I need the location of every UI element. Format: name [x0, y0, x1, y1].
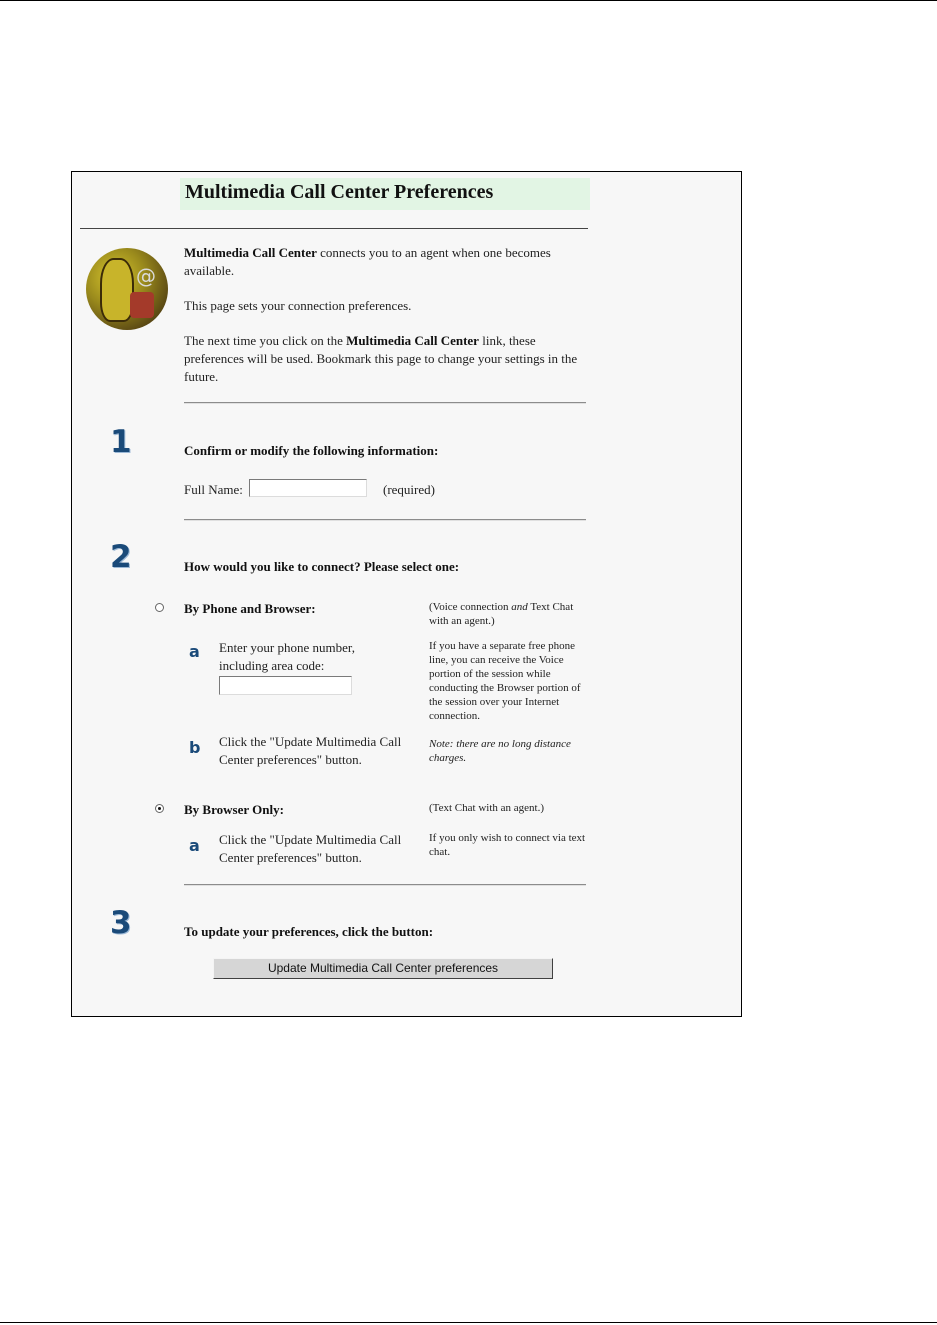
step-3-heading: To update your preferences, click the button: [184, 924, 434, 939]
phone-and-browser-note: (Voice connection and Text Chat with an agent.) [429, 601, 574, 627]
page-bottom-rule [0, 1322, 937, 1323]
substep-a-letter: a [189, 836, 200, 855]
step-2-heading: How would you like to connect? Please select one: [184, 559, 460, 574]
substep-b-letter: b [189, 738, 201, 757]
substep-a-letter: a [189, 642, 200, 661]
browser-only-radio[interactable] [155, 804, 164, 813]
long-distance-note: Note: there are no long distance charges. [429, 738, 571, 764]
call-center-logo-icon: @ [86, 248, 168, 330]
page-top-rule [0, 0, 937, 1]
step-1-number: 1 [110, 424, 132, 460]
browser-click-update-instructions: Click the "Update Multimedia Call Center preferences" button. [219, 832, 402, 865]
phone-line-note: If you have a separate free phone line, you can receive the Voice portion of the session while conducting the Browser portion of the session over your Internet connection. [429, 640, 581, 722]
step-3-number: 3 [110, 905, 132, 941]
phone-and-browser-radio[interactable] [155, 603, 164, 612]
click-update-instructions: Click the "Update Multimedia Call Center preferences" button. [219, 734, 402, 767]
required-hint: (required) [383, 482, 435, 497]
title-divider [80, 228, 588, 229]
intro-paragraph-3: The next time you click on the Multimedia Call Center link, these preferences will be used. Bookmark this page to change your settings in the future. [184, 333, 578, 384]
screenshot-frame [71, 171, 742, 1017]
phone-number-input[interactable] [219, 676, 352, 695]
text-chat-note: If you only wish to connect via text chat. [429, 832, 586, 858]
full-name-label: Full Name: [184, 482, 243, 497]
intro-paragraph-2: This page sets your connection preferences. [184, 298, 412, 313]
full-name-input[interactable] [249, 479, 367, 497]
update-preferences-button[interactable]: Update Multimedia Call Center preferences [213, 958, 553, 979]
section-divider [184, 402, 586, 404]
section-divider [184, 884, 586, 886]
step-2-number: 2 [110, 539, 132, 575]
browser-only-note: (Text Chat with an agent.) [429, 802, 545, 814]
page-title: Multimedia Call Center Preferences [185, 181, 494, 203]
step-1-heading: Confirm or modify the following information: [184, 443, 439, 458]
intro-paragraph-1: Multimedia Call Center connects you to an agent when one becomes available. [184, 245, 551, 278]
phone-and-browser-label[interactable]: By Phone and Browser: [184, 601, 316, 616]
phone-instructions: Enter your phone number, including area code: [219, 640, 355, 673]
browser-only-label[interactable]: By Browser Only: [184, 802, 284, 817]
section-divider [184, 519, 586, 521]
